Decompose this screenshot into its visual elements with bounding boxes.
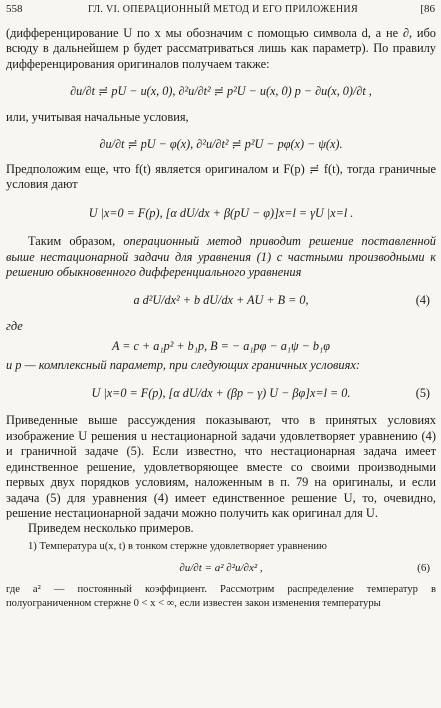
paragraph-5: где bbox=[6, 318, 23, 333]
equation-7-number: (6) bbox=[417, 562, 430, 575]
equation-4: a d²U/dx² + b dU/dx + AU + B = 0, (4) bbox=[6, 281, 436, 319]
paragraph-1: (дифференцирование U по x мы обозначим с помощью символа d, а не ∂, ибо всюду в дальнейшем p будет рассматриваться лишь как параметр). По правилу дифференцирования оригиналов получаем также: bbox=[6, 26, 436, 71]
paragraph-4-statement: операционный метод приводит решение поставленной выше нестационарной задачи для уравнения (1) с частными производными к решению обыкновенного дифференциального уравнения bbox=[6, 234, 436, 280]
running-header bbox=[6, 3, 435, 17]
running-title: ГЛ. VI. ОПЕРАЦИОННЫЙ МЕТОД И ЕГО ПРИЛОЖЕНИЯ bbox=[88, 4, 358, 15]
paragraph-6: и p — комплексный параметр, при следующих граничных условиях: bbox=[6, 358, 360, 373]
paragraph-4 bbox=[6, 234, 436, 280]
equation-7: ∂u/∂t = a² ∂²u/∂x² , (6) bbox=[6, 553, 436, 583]
equation-3: U |x=0 = F(p), [α dU/dx + β(pU − φ)]x=l = γU |x=l . bbox=[88, 206, 354, 221]
paragraph-9: 1) Температура u(x, t) в тонком стержне удовлетворяет уравнению bbox=[28, 540, 327, 552]
paragraph-8: Приведем несколько примеров. bbox=[28, 521, 194, 536]
equation-2: ∂u/∂t ≓ pU − φ(x), ∂²u/∂t² ≓ p²U − pφ(x) − ψ(x). bbox=[99, 136, 343, 151]
page-number: 558 bbox=[6, 3, 23, 15]
equation-6-number: (5) bbox=[415, 386, 430, 401]
equation-4-number: (4) bbox=[415, 292, 430, 307]
section-number: [86 bbox=[420, 3, 435, 15]
paragraph-7: Приведенные выше рассуждения показывают, что в принятых условиях изображение U решения u нестационарной задачи удовлетворяет уравнению (4) и граничной задаче (5). Если известно, что нестационарная задача имеет единственное решение, удовлетворяющее вместе со своими производными первых двух порядков условиям, наложенным в п. 79 на оригиналы, и если задача (5) для уравнения (4) имеет единственное решение U, то, очевидно, решение нестационарной задачи можно получить как оригинал для U. bbox=[6, 413, 436, 520]
page-body bbox=[6, 26, 436, 610]
equation-6: U |x=0 = F(p), [α dU/dx + (βp − γ) U − βφ]x=l = 0. (5) bbox=[6, 373, 436, 413]
equation-5: A = c + a₁p² + b₁p, B = − a₁pφ − a₁ψ − b₁φ bbox=[112, 339, 330, 354]
paragraph-2: или, учитывая начальные условия, bbox=[6, 110, 189, 125]
equation-1: ∂u/∂t ≓ pU − u(x, 0), ∂²u/∂t² ≓ p²U − u(x, 0) p − ∂u(x, 0)/∂t , bbox=[70, 84, 372, 99]
paragraph-10: где a² — постоянный коэффициент. Рассмотрим распределение температур в полуограниченном стержне 0 < x < ∞, если известен закон изменения температуры bbox=[6, 584, 436, 609]
paragraph-3: Предположим еще, что f(t) является оригиналом и F(p) ≓ f(t), тогда граничные условия дают bbox=[6, 161, 436, 192]
paragraph-4-lead: Таким образом, bbox=[28, 234, 116, 249]
